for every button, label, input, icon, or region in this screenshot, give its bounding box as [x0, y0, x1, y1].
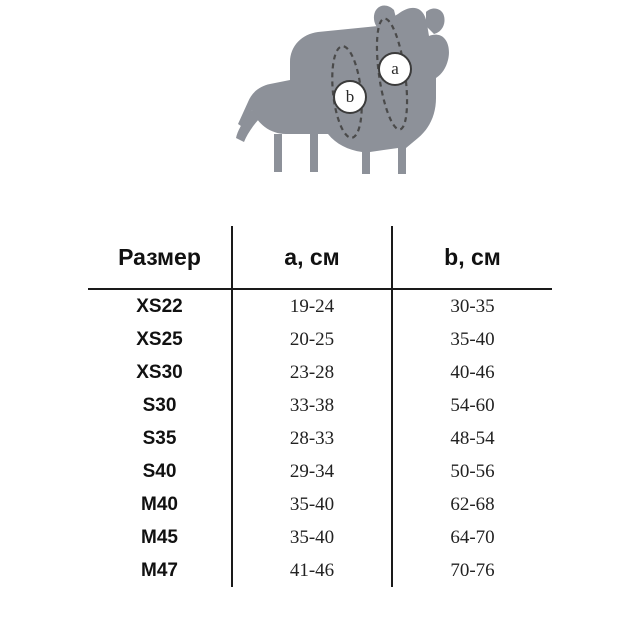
- size-table: [88, 226, 552, 587]
- table-row: [88, 521, 552, 554]
- cell-size: XS25: [88, 323, 232, 356]
- table-row: [88, 323, 552, 356]
- cell-a: 23-28: [232, 356, 392, 389]
- cell-a: 41-46: [232, 554, 392, 587]
- table-header-row: [88, 226, 552, 289]
- table-row: [88, 455, 552, 488]
- header-b: b, см: [392, 226, 552, 289]
- table-row: [88, 356, 552, 389]
- table-row: [88, 289, 552, 323]
- cell-b: 40-46: [450, 361, 495, 383]
- cell-size: S40: [88, 455, 232, 488]
- callout-b: [333, 80, 367, 114]
- cell-a: 35-40: [232, 488, 392, 521]
- cell-size: S35: [88, 422, 232, 455]
- cell-a: 28-33: [232, 422, 392, 455]
- cell-size: XS22: [88, 289, 232, 323]
- cell-b: 30-35: [450, 295, 495, 317]
- table-row: [88, 422, 552, 455]
- cell-b: 54-60: [450, 394, 495, 416]
- table-row: [88, 488, 552, 521]
- cell-b: 64-70: [450, 526, 495, 548]
- cell-a: 33-38: [232, 389, 392, 422]
- header-size: Размер: [88, 226, 232, 289]
- cell-size: M47: [88, 554, 232, 587]
- cell-a: 19-24: [232, 289, 392, 323]
- callout-b-label: b: [345, 87, 355, 106]
- cell-size: M40: [88, 488, 232, 521]
- cell-b: 62-68: [450, 493, 495, 515]
- cell-b: 50-56: [450, 460, 495, 482]
- cell-a: 29-34: [232, 455, 392, 488]
- cell-a: 20-25: [232, 323, 392, 356]
- cell-size: S30: [88, 389, 232, 422]
- dog-illustration: [0, 0, 640, 210]
- cell-size: XS30: [88, 356, 232, 389]
- cell-size: M45: [88, 521, 232, 554]
- callout-a: [378, 52, 412, 86]
- cell-b: 48-54: [450, 427, 495, 449]
- cell-a: 35-40: [232, 521, 392, 554]
- table-header: [88, 226, 552, 289]
- cell-b: 70-76: [450, 559, 495, 581]
- cell-b: 35-40: [450, 328, 495, 350]
- table-row: [88, 554, 552, 587]
- table-row: [88, 389, 552, 422]
- size-table-wrapper: [88, 226, 552, 587]
- table-body: [88, 289, 552, 587]
- header-a: a, см: [232, 226, 392, 289]
- callout-a-label: a: [391, 59, 399, 78]
